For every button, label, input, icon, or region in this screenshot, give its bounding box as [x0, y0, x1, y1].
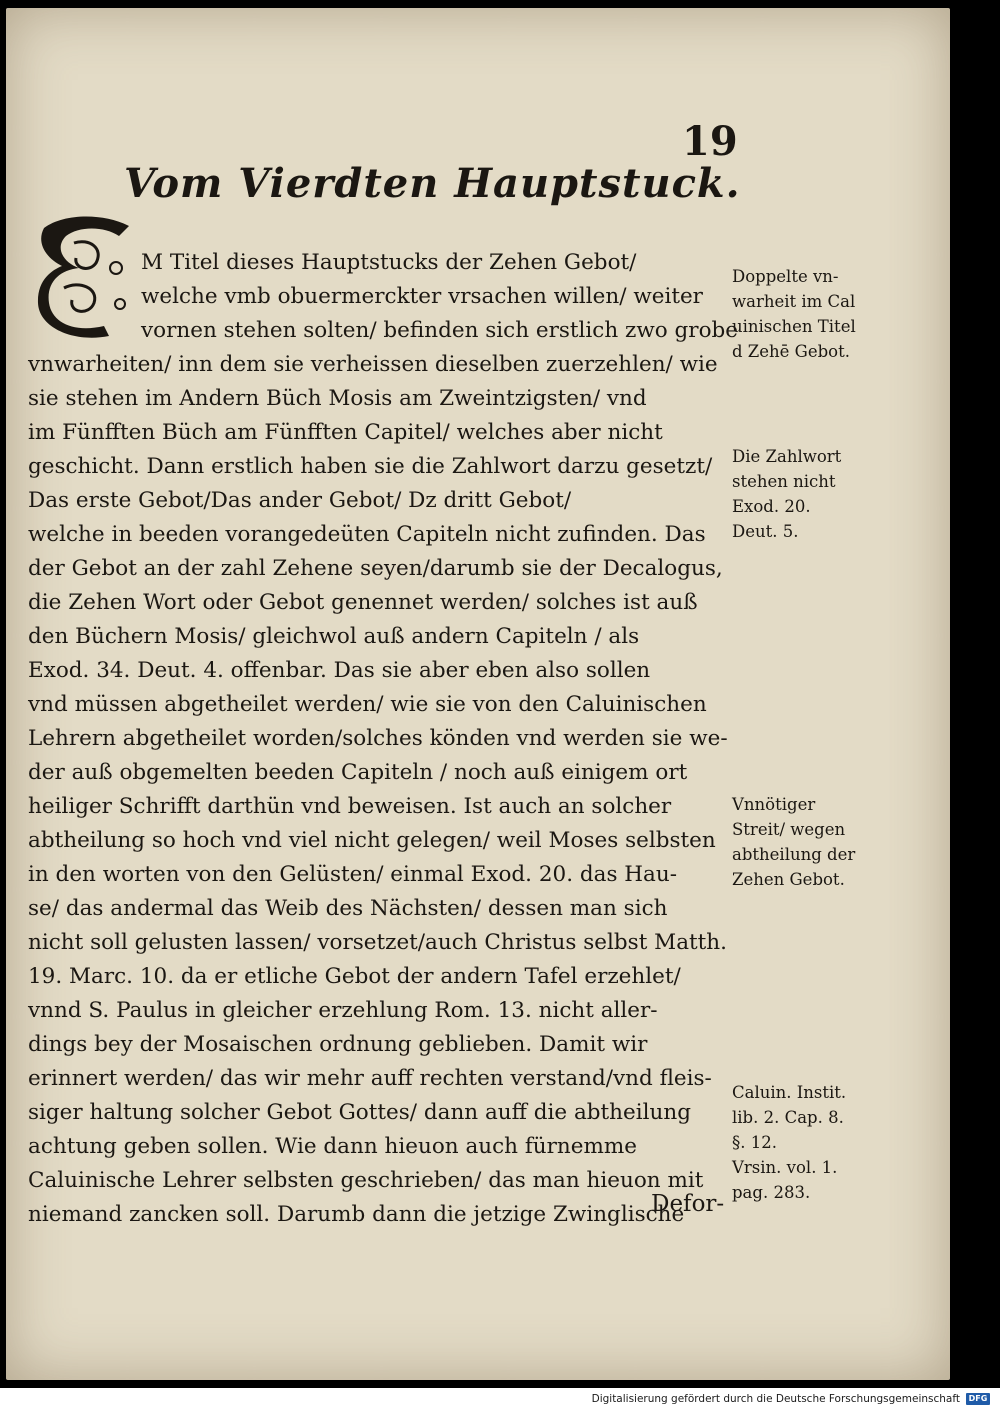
text-line: 19. Marc. 10. da er etliche Gebot der andern Tafel erzehlet/: [28, 964, 681, 989]
footer-credit: [592, 1392, 990, 1406]
text-line: die Zehen Wort oder Gebot genennet werden/ solches ist auß: [28, 590, 698, 615]
text-line: der Gebot an der zahl Zehene seyen/darumb sie der Decalogus,: [28, 556, 723, 581]
text-line: Caluinische Lehrer selbsten geschrieben/ das man hieuon mit: [28, 1168, 704, 1193]
text-line: welche in beeden vorangedeüten Capiteln nicht zufinden. Das: [28, 522, 706, 547]
text-line: niemand zancken soll. Darumb dann die jetzige Zwinglische: [28, 1202, 685, 1227]
margin-note: Doppelte vn- warheit im Cal uinischen Titel d Zehē Gebot.: [732, 267, 856, 361]
text-line: vnwarheiten/ inn dem sie verheissen dieselben zuerzehlen/ wie: [28, 352, 718, 377]
chapter-heading: Vom Vierdten Hauptstuck.: [124, 160, 741, 207]
text-line: M Titel dieses Hauptstucks der Zehen Gebot/: [141, 250, 637, 275]
margin-note: Die Zahlwort stehen nicht Exod. 20. Deut. 5.: [732, 447, 842, 541]
text-line: erinnert werden/ das wir mehr auff rechten verstand/vnd fleis-: [28, 1066, 712, 1091]
text-line: im Fünfften Büch am Fünfften Capitel/ welches aber nicht: [28, 420, 663, 445]
text-line: in den worten von den Gelüsten/ einmal Exod. 20. das Hau-: [28, 862, 677, 887]
text-line: siger haltung solcher Gebot Gottes/ dann auff die abtheilung: [28, 1100, 691, 1125]
text-line: vornen stehen solten/ befinden sich erstlich zwo grobe: [141, 318, 739, 343]
text-line: dings bey der Mosaischen ordnung geblieben. Damit wir: [28, 1032, 648, 1057]
text-line: se/ das andermal das Weib des Nächsten/ dessen man sich: [28, 896, 668, 921]
text-line: achtung geben sollen. Wie dann hieuon auch fürnemme: [28, 1134, 637, 1159]
footer-text: Digitalisierung gefördert durch die Deutsche Forschungsgemeinschaft: [591, 1393, 960, 1405]
text-line: den Büchern Mosis/ gleichwol auß andern Capiteln / als: [28, 624, 640, 649]
text-line: vnd müssen abgetheilet werden/ wie sie von den Caluinischen: [28, 692, 707, 717]
page-number: 19: [682, 118, 738, 165]
margin-note: Vnnötiger Streit/ wegen abtheilung der Zehen Gebot.: [732, 795, 856, 889]
text-line: geschicht. Dann erstlich haben sie die Zahlwort darzu gesetzt/: [28, 454, 713, 479]
text-line: nicht soll gelusten lassen/ vorsetzet/auch Christus selbst Matth.: [28, 930, 727, 955]
text-line: vnnd S. Paulus in gleicher erzehlung Rom. 13. nicht aller-: [28, 998, 658, 1023]
text-line: Lehrern abgetheilet worden/solches könden vnd werden sie we-: [28, 726, 728, 751]
text-line: sie stehen im Andern Büch Mosis am Zweintzigsten/ vnd: [28, 386, 647, 411]
text-line: welche vmb obuermerckter vrsachen willen/ weiter: [141, 284, 703, 309]
text-line: heiliger Schrifft darthün vnd beweisen. Ist auch an solcher: [28, 794, 672, 819]
text-line: Exod. 34. Deut. 4. offenbar. Das sie aber eben also sollen: [28, 658, 651, 683]
text-line: abtheilung so hoch vnd viel nicht gelegen/ weil Moses selbsten: [28, 828, 716, 853]
dfg-logo-icon: DFG: [966, 1393, 990, 1405]
catchword: Defor-: [651, 1191, 725, 1217]
text-line: Das erste Gebot/Das ander Gebot/ Dz dritt Gebot/: [28, 488, 572, 513]
decorated-initial-icon: [34, 208, 138, 340]
text-line: der auß obgemelten beeden Capiteln / noch auß einigem ort: [28, 760, 688, 785]
book-page: [6, 8, 950, 1380]
margin-note: Caluin. Instit. lib. 2. Cap. 8. §. 12. Vrsin. vol. 1. pag. 283.: [732, 1083, 847, 1202]
